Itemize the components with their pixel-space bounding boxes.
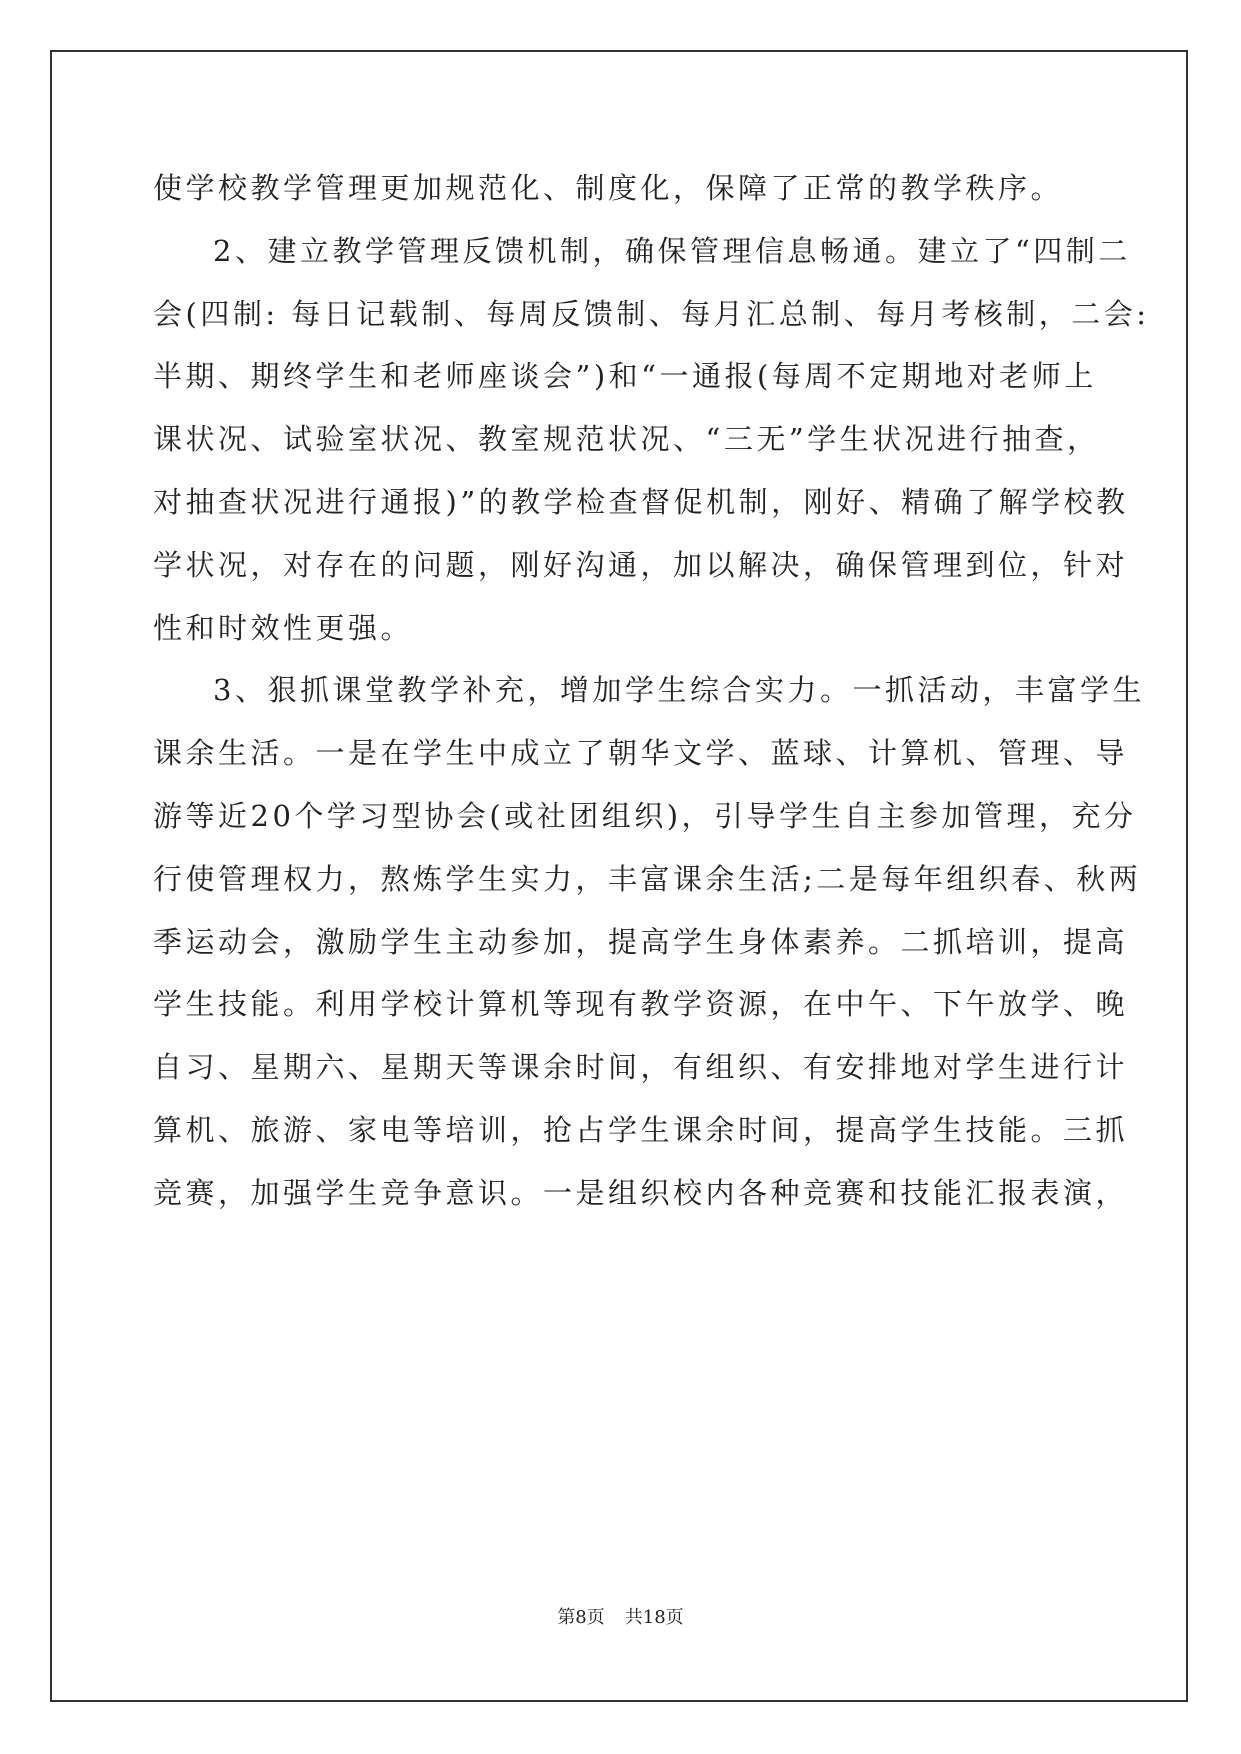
text-line: 3、狠抓课堂教学补充，增加学生综合实力。一抓活动，丰富学生 (213, 673, 1145, 707)
text-line: 学生技能。利用学校计算机等现有教学资源，在中午、下午放学、晚 (153, 987, 1129, 1021)
page-number: 第8页 (557, 1607, 605, 1628)
text-line: 自习、星期六、星期天等课余时间，有组织、有安排地对学生进行计 (153, 1050, 1129, 1084)
text-line: 对抽查状况进行通报)”的教学检查督促机制，刚好、精确了解学校教 (153, 485, 1129, 519)
text-line: 使学校教学管理更加规范化、制度化，保障了正常的教学秩序。 (153, 171, 1064, 205)
text-line: 性和时效性更强。 (153, 611, 414, 645)
text-line: 学状况，对存在的问题，刚好沟通，加以解决，确保管理到位，针对 (153, 548, 1129, 582)
text-line: 行使管理权力，熬炼学生实力，丰富课余生活;二是每年组织春、秋两 (153, 862, 1142, 896)
page-total: 共18页 (624, 1607, 684, 1628)
page-footer (0, 1606, 1241, 1630)
text-line: 季运动会，激励学生主动参加，提高学生身体素养。二抓培训，提高 (153, 925, 1129, 959)
text-line: 半期、期终学生和老师座谈会”)和“一通报(每周不定期地对老师上 (153, 359, 1097, 393)
text-line: 2、建立教学管理反馈机制，确保管理信息畅通。建立了“四制二 (213, 234, 1131, 268)
text-line: 课状况、试验室状况、教室规范状况、“三无”学生状况进行抽查， (153, 422, 1100, 456)
text-line: 课余生活。一是在学生中成立了朝华文学、蓝球、计算机、管理、导 (153, 736, 1129, 770)
text-line: 游等近20个学习型协会(或社团组织)，引导学生自主参加管理，充分 (153, 799, 1137, 833)
text-line: 会(四制: 每日记载制、每周反馈制、每月汇总制、每月考核制，二会: (153, 297, 1150, 331)
text-line: 算机、旅游、家电等培训，抢占学生课余时间，提高学生技能。三抓 (153, 1113, 1129, 1147)
text-line: 竞赛，加强学生竞争意识。一是组织校内各种竞赛和技能汇报表演， (153, 1176, 1129, 1210)
